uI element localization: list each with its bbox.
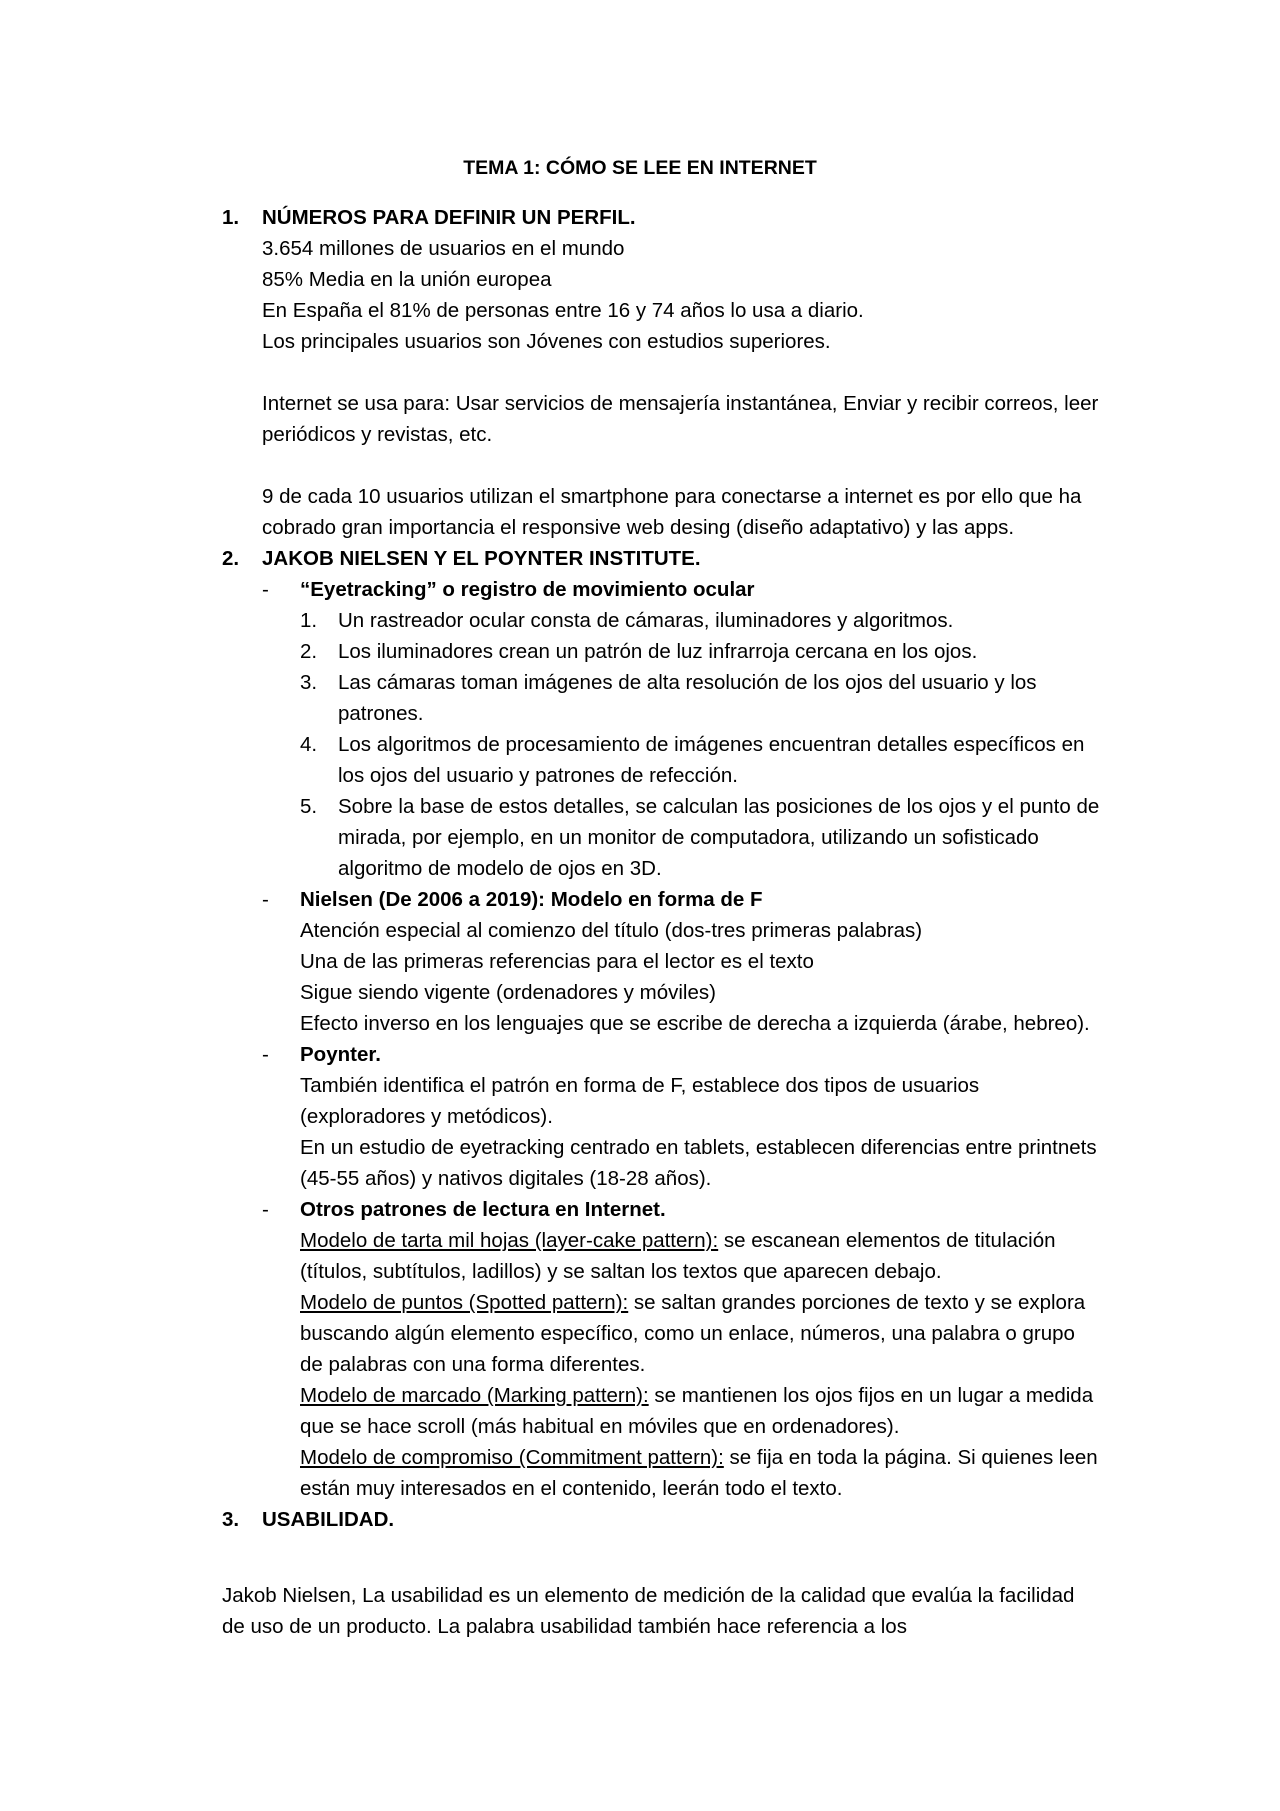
list-number: 2.: [300, 640, 318, 663]
otros-block: [262, 1194, 1102, 1504]
poynter-line: En un estudio de eyetracking centrado en tablets, establecen diferencias entre printnets (45-55 años) y nativos digitales (18-28 años).: [300, 1136, 1097, 1190]
list-number: 5.: [300, 795, 318, 818]
section-3-number: 3.: [222, 1508, 240, 1531]
list-text: Los algoritmos de procesamiento de imágenes encuentran detalles específicos en los ojos del usuario y patrones de refección.: [338, 733, 1085, 787]
document-title: TEMA 1: CÓMO SE LEE EN INTERNET: [463, 157, 817, 179]
bullet-dash: -: [262, 888, 269, 911]
list-number: 1.: [300, 609, 318, 632]
list-item: [300, 667, 1102, 729]
section-1-title: NÚMEROS PARA DEFINIR UN PERFIL.: [262, 206, 636, 229]
paragraph: Internet se usa para: Usar servicios de mensajería instantánea, Enviar y recibir correos, leer periódicos y revistas, etc.: [262, 392, 1099, 446]
list-number: 4.: [300, 733, 318, 756]
section-3-title: USABILIDAD.: [262, 1508, 395, 1531]
pattern-name: Modelo de compromiso (Commitment pattern):: [300, 1446, 724, 1469]
pattern-item: [300, 1442, 1102, 1504]
eyetracking-heading: “Eyetracking” o registro de movimiento ocular: [300, 578, 755, 601]
nielsen-line: Atención especial al comienzo del título (dos-tres primeras palabras): [300, 919, 923, 942]
nielsen-line: Sigue siendo vigente (ordenadores y móviles): [300, 981, 716, 1004]
paragraph: 9 de cada 10 usuarios utilizan el smartphone para conectarse a internet es por ello que ha cobrado gran importancia el responsive web desing (diseño adaptativo) y las apps.: [262, 485, 1082, 539]
stat-line: 3.654 millones de usuarios en el mundo: [262, 237, 625, 260]
section-2-number: 2.: [222, 547, 240, 570]
stat-line: 85% Media en la unión europea: [262, 268, 552, 291]
section-2-heading: [222, 543, 1102, 574]
pattern-name: Modelo de marcado (Marking pattern):: [300, 1384, 649, 1407]
pattern-name: Modelo de tarta mil hojas (layer-cake pattern):: [300, 1229, 719, 1252]
list-text: Las cámaras toman imágenes de alta resolución de los ojos del usuario y los patrones.: [338, 671, 1037, 725]
pattern-item: [300, 1225, 1102, 1287]
section-3-heading: [222, 1504, 1102, 1535]
poynter-heading: Poynter.: [300, 1043, 381, 1066]
poynter-line: También identifica el patrón en forma de F, establece dos tipos de usuarios (exploradores y metódicos).: [300, 1074, 980, 1128]
nielsen-line: Una de las primeras referencias para el lector es el texto: [300, 950, 814, 973]
nielsen-block: [262, 884, 1102, 1039]
nielsen-line: Efecto inverso en los lenguajes que se escribe de derecha a izquierda (árabe, hebreo).: [300, 1012, 1090, 1035]
bullet-dash: -: [262, 1043, 269, 1066]
pattern-name: Modelo de puntos (Spotted pattern):: [300, 1291, 629, 1314]
nielsen-heading: Nielsen (De 2006 a 2019): Modelo en forma de F: [300, 888, 763, 911]
list-item: [300, 636, 1102, 667]
section-2: [222, 543, 1102, 1535]
pattern-desc: se saltan grandes porciones de texto y se explora buscando algún elemento específico, como un enlace, números, una palabra o grupo de palabras con una forma diferentes.: [300, 1291, 1086, 1376]
section-1-body: [262, 233, 1102, 543]
stat-line: En España el 81% de personas entre 16 y 74 años lo usa a diario.: [262, 299, 864, 322]
poynter-block: [262, 1039, 1102, 1194]
otros-heading: Otros patrones de lectura en Internet.: [300, 1198, 666, 1221]
pattern-item: [300, 1287, 1102, 1380]
list-text: Los iluminadores crean un patrón de luz infrarroja cercana en los ojos.: [338, 640, 978, 663]
eyetracking-block: [262, 574, 1102, 884]
stat-line: Los principales usuarios son Jóvenes con estudios superiores.: [262, 330, 831, 353]
list-item: [300, 729, 1102, 791]
bullet-dash: -: [262, 578, 269, 601]
pattern-desc: se mantienen los ojos fijos en un lugar a medida que se hace scroll (más habitual en móviles que en ordenadores).: [300, 1384, 1094, 1438]
section-1: [222, 202, 1102, 543]
pattern-desc: se fija en toda la página. Si quienes leen están muy interesados en el contenido, leerán todo el texto.: [300, 1446, 1098, 1500]
list-item: [300, 605, 1102, 636]
pattern-item: [300, 1380, 1102, 1442]
pattern-desc: se escanean elementos de titulación (títulos, subtítulos, ladillos) y se saltan los textos que aparecen debajo.: [300, 1229, 1056, 1283]
list-item: [300, 791, 1102, 884]
list-text: Sobre la base de estos detalles, se calculan las posiciones de los ojos y el punto de mirada, por ejemplo, en un monitor de computadora, utilizando un sofisticado algoritmo de modelo de ojos en 3D.: [338, 795, 1100, 880]
usabilidad-paragraph: Jakob Nielsen, La usabilidad es un elemento de medición de la calidad que evalúa la facilidad de uso de un producto. La palabra usabilidad también hace referencia a los: [222, 1584, 1075, 1638]
list-number: 3.: [300, 671, 318, 694]
section-1-number: 1.: [222, 206, 240, 229]
bullet-dash: -: [262, 1198, 269, 1221]
list-text: Un rastreador ocular consta de cámaras, iluminadores y algoritmos.: [338, 609, 954, 632]
section-1-heading: [222, 202, 1102, 233]
section-2-title: JAKOB NIELSEN Y EL POYNTER INSTITUTE.: [262, 547, 701, 570]
